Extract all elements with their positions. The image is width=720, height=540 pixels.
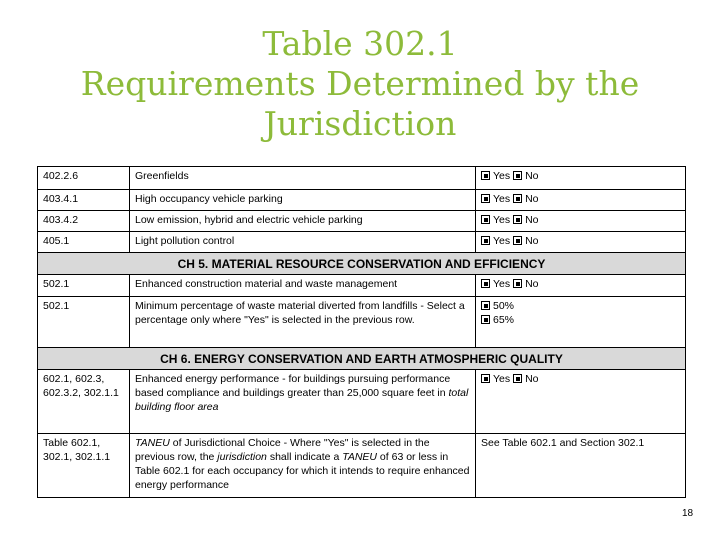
table-row <box>38 232 686 253</box>
checkbox-icon[interactable] <box>481 279 490 288</box>
table-row <box>38 297 686 348</box>
requirement-description: Greenfields <box>130 167 476 190</box>
checkbox-icon[interactable] <box>513 236 522 245</box>
requirement-description: Enhanced construction material and waste management <box>130 275 476 297</box>
yes-option[interactable] <box>481 214 510 226</box>
checkbox-icon[interactable] <box>481 194 490 203</box>
table-row <box>38 167 686 190</box>
requirement-description: Light pollution control <box>130 232 476 253</box>
page-number: 18 <box>682 508 694 519</box>
description-text: of 63 or less in Table 602.1 for each occupancy for which it intends to require enhanced energy performance <box>135 451 470 491</box>
percentage-options <box>476 297 686 348</box>
table-row <box>38 190 686 211</box>
no-option[interactable] <box>513 278 538 290</box>
requirement-description <box>130 434 476 498</box>
checkbox-icon[interactable] <box>513 374 522 383</box>
section-code: 403.4.2 <box>38 211 130 232</box>
checkbox-icon[interactable] <box>513 279 522 288</box>
yes-no-options <box>476 211 686 232</box>
defined-term: TANEU <box>135 437 170 449</box>
checkbox-icon[interactable] <box>481 315 490 324</box>
no-label: No <box>525 214 539 226</box>
yes-no-options <box>476 370 686 434</box>
table-row <box>38 275 686 297</box>
title-line-1: Table 302.1 <box>262 24 458 63</box>
yes-no-options <box>476 275 686 297</box>
section-code: 502.1 <box>38 297 130 348</box>
no-option[interactable] <box>513 373 538 385</box>
section-code: 402.2.6 <box>38 167 130 190</box>
requirement-description <box>130 370 476 434</box>
option-65-percent[interactable] <box>481 313 680 327</box>
no-label: No <box>525 278 539 290</box>
reference-note: See Table 602.1 and Section 302.1 <box>476 434 686 498</box>
title-line-2: Requirements Determined by the <box>80 64 640 103</box>
no-label: No <box>525 373 539 385</box>
checkbox-icon[interactable] <box>481 171 490 180</box>
table-row <box>38 211 686 232</box>
requirement-description: High occupancy vehicle parking <box>130 190 476 211</box>
yes-option[interactable] <box>481 278 510 290</box>
yes-option[interactable] <box>481 235 510 247</box>
table-row <box>38 370 686 434</box>
no-label: No <box>525 170 539 182</box>
defined-term: total building floor area <box>135 387 469 413</box>
no-option[interactable] <box>513 193 538 205</box>
yes-label: Yes <box>493 278 511 290</box>
checkbox-icon[interactable] <box>513 171 522 180</box>
section-header-row <box>38 253 686 275</box>
section-code: 602.1, 602.3, 602.3.2, 302.1.1 <box>38 370 130 434</box>
section-code: Table 602.1, 302.1, 302.1.1 <box>38 434 130 498</box>
description-text: of Jurisdictional Choice - Where "Yes" is selected in the previous row, the <box>135 437 430 463</box>
yes-option[interactable] <box>481 193 510 205</box>
title-line-3: Jurisdiction <box>263 104 457 143</box>
no-option[interactable] <box>513 214 538 226</box>
requirement-description: Low emission, hybrid and electric vehicle parking <box>130 211 476 232</box>
no-label: No <box>525 235 539 247</box>
option-label: 65% <box>493 314 515 326</box>
yes-no-options <box>476 190 686 211</box>
checkbox-icon[interactable] <box>513 215 522 224</box>
option-label: 50% <box>493 300 515 312</box>
no-option[interactable] <box>513 170 538 182</box>
table-row <box>38 434 686 498</box>
defined-term: jurisdiction <box>217 451 267 463</box>
checkbox-icon[interactable] <box>481 374 490 383</box>
checkbox-icon[interactable] <box>481 215 490 224</box>
section-code: 403.4.1 <box>38 190 130 211</box>
yes-option[interactable] <box>481 170 510 182</box>
chapter-5-heading: CH 5. MATERIAL RESOURCE CONSERVATION AND EFFICIENCY <box>38 253 686 275</box>
yes-label: Yes <box>493 373 511 385</box>
requirement-description: Minimum percentage of waste material diverted from landfills - Select a percentage only where "Yes" is selected in the previous row. <box>130 297 476 348</box>
checkbox-icon[interactable] <box>481 301 490 310</box>
yes-label: Yes <box>493 235 511 247</box>
yes-label: Yes <box>493 193 511 205</box>
section-code: 502.1 <box>38 275 130 297</box>
yes-label: Yes <box>493 170 511 182</box>
no-option[interactable] <box>513 235 538 247</box>
checkbox-icon[interactable] <box>513 194 522 203</box>
option-50-percent[interactable] <box>481 299 680 313</box>
description-text: shall indicate a <box>266 451 343 463</box>
requirements-table <box>37 166 686 498</box>
defined-term: TANEU <box>342 451 378 463</box>
yes-no-options <box>476 167 686 190</box>
checkbox-icon[interactable] <box>481 236 490 245</box>
section-code: 405.1 <box>38 232 130 253</box>
yes-label: Yes <box>493 214 511 226</box>
chapter-6-heading: CH 6. ENERGY CONSERVATION AND EARTH ATMOSPHERIC QUALITY <box>38 348 686 370</box>
page-title <box>0 24 720 144</box>
description-text: Enhanced energy performance - for buildings pursuing performance based compliance and buildings greater than 25,000 square feet in <box>135 373 451 399</box>
yes-option[interactable] <box>481 373 510 385</box>
yes-no-options <box>476 232 686 253</box>
no-label: No <box>525 193 539 205</box>
section-header-row <box>38 348 686 370</box>
